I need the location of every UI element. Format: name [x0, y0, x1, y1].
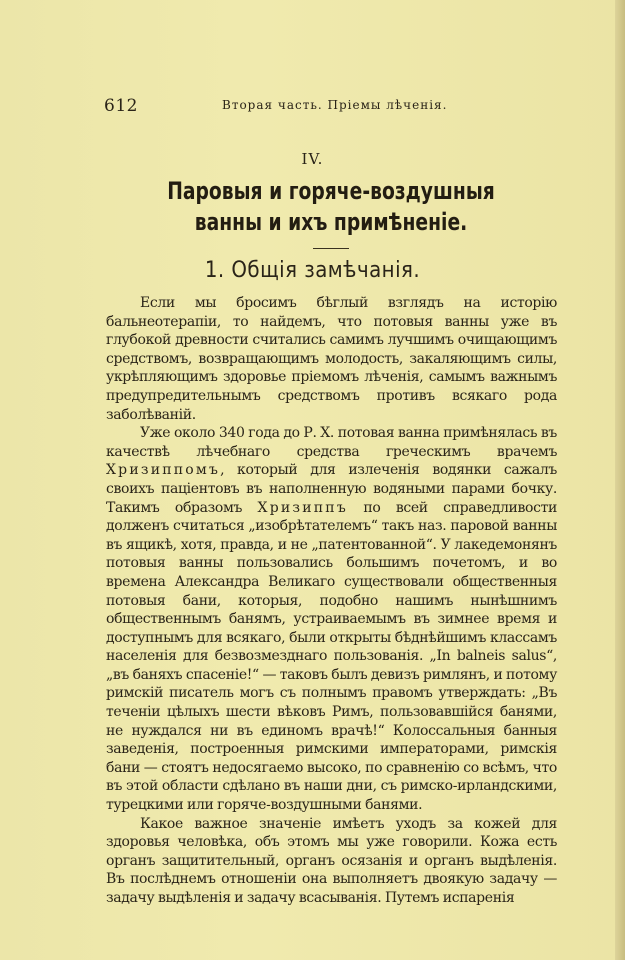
- emphasized-name: Хризиппъ: [257, 499, 348, 516]
- running-header: [104, 96, 556, 116]
- emphasized-name: Хризиппомъ: [106, 462, 221, 479]
- paragraph: Если мы бросимъ бѣглый взглядъ на исторію бальнеотерапіи, то найдемъ, что потовыя ванны уже въ глубокой древности считались самимъ лучшимъ очищающимъ средствомъ, возвращающимъ молодость, закаляющимъ силы, укрѣпляющимъ здоровье пріемомъ лѣченія, самымъ важнымъ предупредительнымъ средствомъ противъ всякаго рода заболѣваній.: [106, 295, 557, 423]
- body-text: [106, 294, 557, 908]
- running-title: Вторая часть. Пріемы лѣченія.: [222, 98, 448, 112]
- paragraph-text: , который для излеченія водянки сажалъ своихъ паціентовъ въ наполненную водяными парами бочку. Такимъ образомъ: [106, 462, 557, 516]
- page-edge: [615, 0, 625, 960]
- section-subtitle: 1. Общія замѣчанія.: [204, 258, 421, 283]
- page-number: 612: [104, 96, 138, 116]
- paragraph-text: по всей справедливости долженъ считаться „изобрѣтателемъ“ такъ наз. паровой ванны въ ящикѣ, хотя, правда, и не „патентованной“. У лакедемонянъ потовыя ванны пользовались большимъ почетомъ, и во времена Александра Великаго существовали общественныя потовыя бани, которыя, подобно нашимъ нынѣшнимъ общественнымъ банямъ, устраиваемымъ въ зимнее время и доступнымъ для всякаго, были открыты бѣднѣйшимъ классамъ населенія для безвозмезднаго пользованія. „In balneis salus“, „въ баняхъ спасеніе!“ — таковъ былъ девизъ римлянъ, и потому римскій писатель могъ съ полнымъ правомъ утверждать: „Въ теченіи цѣлыхъ шести вѣковъ Римъ, пользовавшійся банями, не нуждался ни въ единомъ врачѣ!“ Колоссальныя банныя заведенія, построенныя римскими императорами, римскія бани — стоятъ недосягаемо высоко, по сравненію со всѣмъ, что въ этой области сдѣлано въ наши дни, съ римско-ирландскими, турецкими или горяче-воздушными банями.: [106, 499, 557, 814]
- paragraph-text: Уже около 340 года до Р. Х. потовая ванна примѣнялась въ качествѣ лѣчебнаго средства греческимъ врачемъ: [106, 425, 557, 460]
- title-divider: [313, 248, 349, 249]
- chapter-title: Паровыя и горяче-воздушныя ванны и ихъ примѣненіе.: [167, 177, 495, 236]
- paragraph: [106, 424, 557, 814]
- section-number: IV.: [301, 150, 324, 168]
- paragraph: Какое важное значеніе имѣетъ уходъ за кожей для здоровья человѣка, объ этомъ мы уже говорили. Кожа есть органъ защитительный, органъ осязанія и органъ выдѣленія. Въ послѣднемъ отношеніи она выполняетъ двоякую задачу — задачу выдѣленія и задачу всасыванія. Путемъ испаренія: [106, 815, 557, 906]
